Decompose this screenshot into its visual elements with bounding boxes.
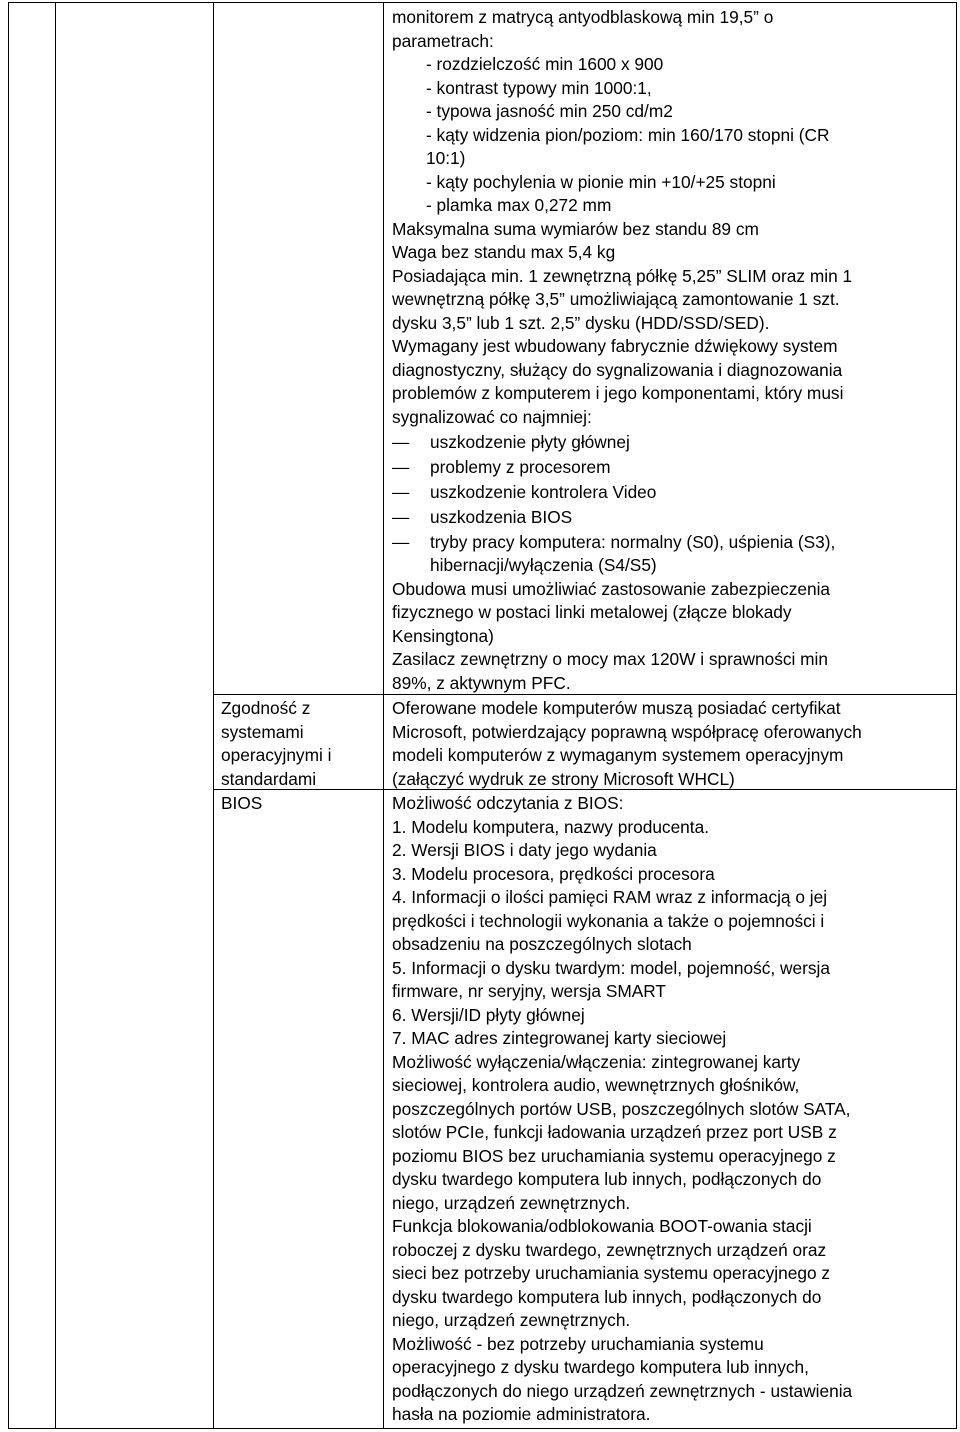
spec-line: - typowa jasność min 250 cd/m2	[426, 101, 673, 121]
spec-line: dysku twardego komputera lub innych, podłączonych do	[392, 1169, 822, 1189]
spec-line: Oferowane modele komputerów muszą posiadać certyfikat	[392, 698, 841, 718]
spec-line: Wymagany jest wbudowany fabrycznie dźwiękowy system	[392, 336, 838, 356]
table-top-border	[8, 2, 957, 3]
spec-line: Możliwość wyłączenia/włączenia: zintegrowanej karty	[392, 1051, 801, 1072]
spec-line: monitorem z matrycą antyodblaskową min 19,5” o	[392, 7, 774, 27]
row-divider-1	[213, 694, 957, 695]
dash-bullet: —	[392, 506, 410, 527]
spec-line: Funkcja blokowania/odblokowania BOOT-owania stacji	[392, 1216, 812, 1236]
table-bottom-border	[8, 1428, 957, 1429]
spec-line: prędkości i technologii wykonania a także o pojemności i	[392, 910, 825, 931]
table-right-border	[956, 2, 957, 1428]
diagnostic-list-continuation: hibernacji/wyłączenia (S4/S5)	[430, 555, 657, 575]
spec-line: niego, urządzeń zewnętrznych.	[392, 1310, 631, 1330]
column-divider-2	[213, 2, 214, 1428]
spec-line: poszczególnych portów USB, poszczególnych slotów SATA,	[392, 1098, 851, 1119]
spec-line: wewnętrzną półkę 3,5” umożliwiającą zamontowanie 1 szt.	[392, 289, 840, 309]
spec-line: firmware, nr seryjny, wersja SMART	[392, 981, 666, 1001]
spec-line: 1. Modelu komputera, nazwy producenta.	[392, 816, 710, 837]
spec-line: hasła na poziomie administratora.	[392, 1404, 651, 1424]
spec-line: sygnalizować co najmniej:	[392, 406, 592, 427]
spec-line: Microsoft, potwierdzający poprawną współpracę oferowanych	[392, 721, 862, 742]
spec-line: 5. Informacji o dysku twardym: model, pojemność, wersja	[392, 957, 830, 978]
dash-bullet: —	[392, 481, 410, 502]
spec-line: Obudowa musi umożliwiać zastosowanie zabezpieczenia	[392, 578, 831, 599]
spec-line: Kensingtona)	[392, 625, 494, 646]
spec-line: operacyjnego z dysku twardego komputera lub innych,	[392, 1357, 809, 1377]
spec-line: problemów z komputerem i jego komponentami, który musi	[392, 383, 844, 403]
spec-line: 4. Informacji o ilości pamięci RAM wraz z informacją o jej	[392, 887, 828, 907]
dash-bullet: —	[392, 431, 410, 452]
column-divider-3	[383, 2, 384, 1428]
spec-line: Możliwość - bez potrzeby uruchamiania systemu	[392, 1333, 764, 1354]
spec-line: parametrach:	[392, 30, 494, 51]
dash-bullet: —	[392, 531, 410, 552]
spec-line: dysku 3,5” lub 1 szt. 2,5” dysku (HDD/SSD/SED).	[392, 312, 770, 333]
spec-line: diagnostyczny, służący do sygnalizowania i diagnozowania	[392, 359, 843, 380]
spec-line: modeli komputerów z wymaganym systemem operacyjnym	[392, 745, 844, 765]
spec-line: fizycznego w postaci linki metalowej (złącze blokady	[392, 602, 792, 622]
spec-line: niego, urządzeń zewnętrznych.	[392, 1192, 631, 1213]
spec-line: 89%, z aktywnym PFC.	[392, 672, 571, 693]
spec-line: dysku twardego komputera lub innych, podłączonych do	[392, 1286, 822, 1307]
spec-line: 2. Wersji BIOS i daty jego wydania	[392, 840, 657, 860]
dash-bullet: —	[392, 456, 410, 477]
spec-line: - kontrast typowy min 1000:1,	[426, 77, 652, 98]
spec-line: - plamka max 0,272 mm	[426, 195, 612, 215]
spec-line: sieciowej, kontrolera audio, wewnętrznych głośników,	[392, 1075, 800, 1095]
spec-line: - kąty pochylenia w pionie min +10/+25 stopni	[426, 171, 776, 192]
spec-line: 7. MAC adres zintegrowanej karty sieciowej	[392, 1028, 727, 1048]
spec-line: 3. Modelu procesora, prędkości procesora	[392, 863, 715, 884]
spec-line: podłączonych do niego urządzeń zewnętrznych - ustawienia	[392, 1380, 853, 1401]
spec-line: Waga bez standu max 5,4 kg	[392, 242, 616, 262]
spec-line: Zasilacz zewnętrzny o mocy max 120W i sprawności min	[392, 649, 829, 669]
spec-line: poziomu BIOS bez uruchamiania systemu operacyjnego z	[392, 1145, 836, 1166]
spec-line: 6. Wersji/ID płyty głównej	[392, 1004, 585, 1025]
spec-line: obsadzeniu na poszczególnych slotach	[392, 934, 692, 954]
table-left-border	[8, 2, 9, 1428]
spec-line: roboczej z dysku twardego, zewnętrznych urządzeń oraz	[392, 1239, 827, 1260]
spec-line: Maksymalna suma wymiarów bez standu 89 cm	[392, 218, 759, 239]
spec-line: - kąty widzenia pion/poziom: min 160/170 stopni (CR	[426, 124, 830, 145]
spec-line: - rozdzielczość min 1600 x 900	[426, 54, 664, 74]
spec-line: sieci bez potrzeby uruchamiania systemu operacyjnego z	[392, 1263, 831, 1283]
spec-line: Posiadająca min. 1 zewnętrzną półkę 5,25” SLIM oraz min 1	[392, 265, 853, 286]
spec-line: slotów PCIe, funkcji ładowania urządzeń przez port USB z	[392, 1122, 837, 1142]
spec-line: Możliwość odczytania z BIOS:	[392, 793, 624, 813]
column-divider-1	[55, 2, 56, 1428]
spec-line: 10:1)	[426, 148, 466, 168]
spec-line: (załączyć wydruk ze strony Microsoft WHCL)	[392, 768, 735, 789]
